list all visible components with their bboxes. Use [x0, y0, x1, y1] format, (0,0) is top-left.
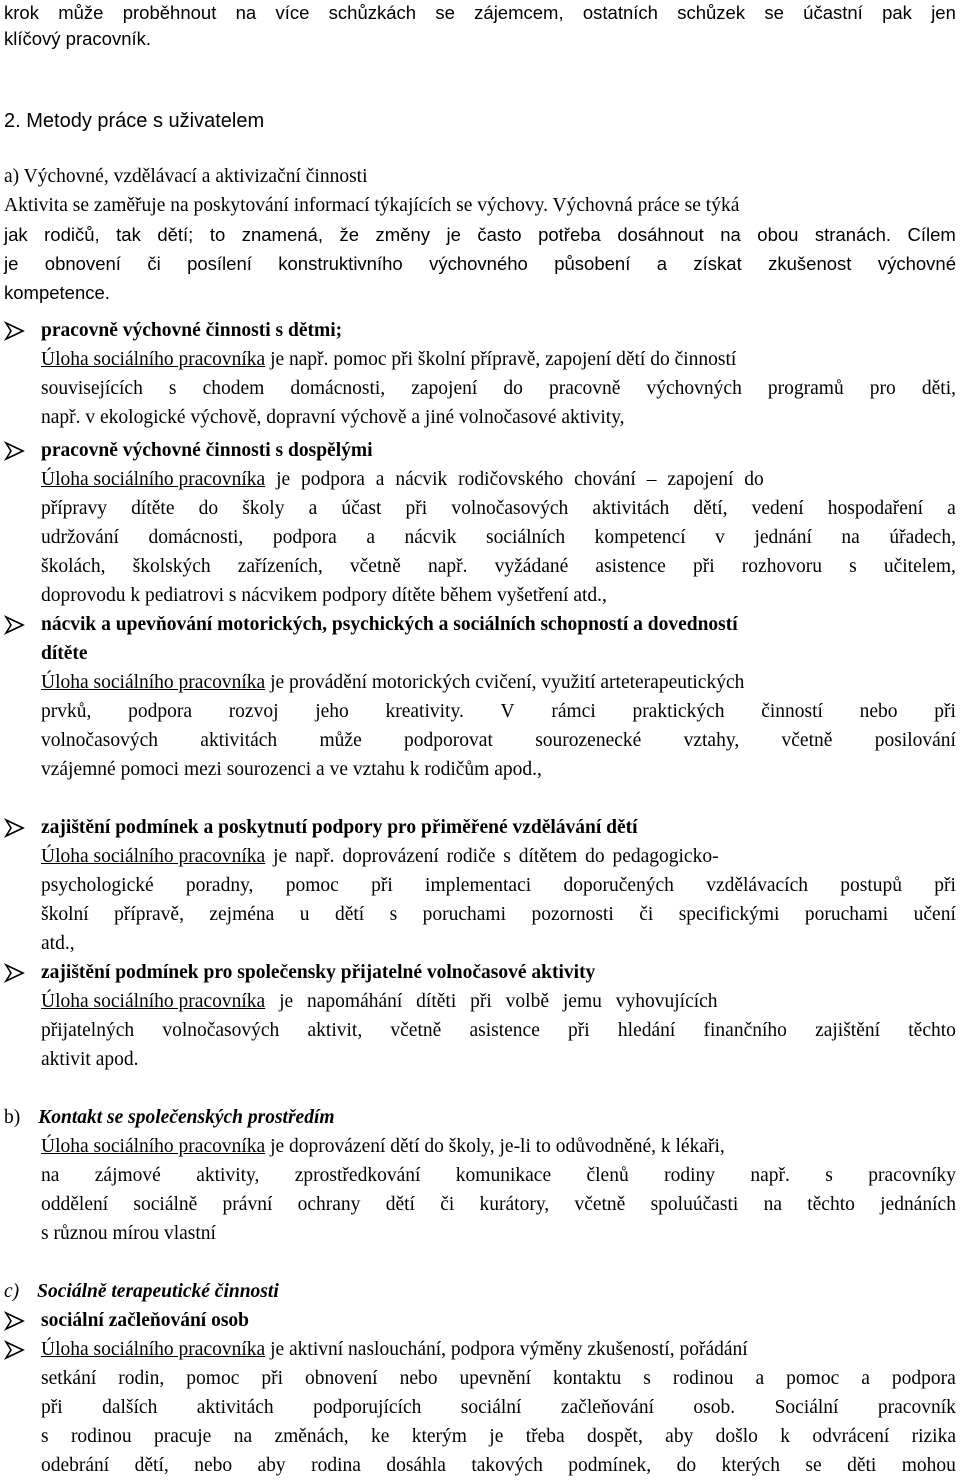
word: pro — [869, 378, 896, 399]
word: či — [639, 904, 654, 925]
word: při — [405, 498, 428, 519]
word: potřeba — [538, 224, 601, 245]
bullet-title: pracovně výchovné činnosti s dětmi; — [41, 320, 343, 341]
role-label: Úloha sociálního pracovníka — [41, 469, 266, 490]
word: děti — [847, 1455, 877, 1476]
word: těchto — [908, 1020, 956, 1041]
word: specifickými — [678, 904, 780, 925]
paragraph-line — [41, 467, 956, 493]
word: praktických — [632, 701, 725, 722]
word: podporujících — [313, 1397, 422, 1418]
word: je — [4, 253, 19, 274]
word: postupů — [840, 875, 903, 896]
word: či — [147, 253, 161, 274]
word: poruchami — [422, 904, 507, 925]
word: k — [780, 1426, 791, 1447]
word: zájmové — [94, 1165, 161, 1186]
paragraph-line — [41, 728, 956, 754]
word: rodiny — [664, 1165, 716, 1186]
word: doporučených — [563, 875, 674, 896]
word: že — [339, 224, 360, 245]
word: osob. — [693, 1397, 736, 1418]
word: pomoc — [186, 1368, 240, 1389]
word: hospodaření — [827, 498, 924, 519]
word: je — [446, 224, 461, 245]
line-text: je napomáhání dítěti při volbě jemu vyhovujících — [265, 991, 718, 1012]
word: chodem — [202, 378, 265, 399]
word: do — [503, 378, 523, 399]
word: na — [41, 1165, 60, 1186]
arrow-bullet-icon — [4, 615, 26, 635]
word: s — [168, 378, 177, 399]
word: rodinou — [70, 1426, 132, 1447]
line-text: je provádění motorických cvičení, využití arteterapeutických — [265, 672, 745, 693]
word: udržování — [41, 527, 119, 548]
word: děti, — [921, 378, 956, 399]
bullet-title: sociální začleňování osob — [41, 1310, 250, 1331]
bullet-title: dítěte — [41, 643, 88, 664]
word: členů — [586, 1165, 629, 1186]
word: rozhovoru — [741, 556, 822, 577]
word: těchto — [807, 1194, 855, 1215]
paragraph-line — [41, 1337, 956, 1363]
subsection-letter: b) — [4, 1107, 21, 1128]
word: vztahy, — [683, 730, 740, 751]
word: zařízeních, — [237, 556, 323, 577]
word: kterých — [721, 1455, 780, 1476]
word: přípravy — [41, 498, 108, 519]
word: a — [366, 527, 375, 548]
word: komunikace — [455, 1165, 552, 1186]
paragraph-line — [41, 1134, 956, 1160]
word: vzdělávacích — [706, 875, 808, 896]
subsection-letter: c) — [4, 1281, 20, 1302]
word: pracovně — [548, 378, 621, 399]
line-text: je např. doprovázení rodiče s dítětem do pedagogicko- — [265, 846, 719, 867]
word: podpora — [128, 701, 192, 722]
word: dalších — [102, 1397, 158, 1418]
word: při — [934, 701, 956, 722]
word: s — [825, 1165, 833, 1186]
word: právní — [222, 1194, 273, 1215]
word: změny — [375, 224, 430, 245]
line-text: je doprovázení dětí do školy, je-li to odůvodněné, k lékaři, — [265, 1136, 725, 1157]
role-label: Úloha sociálního pracovníka — [41, 846, 266, 867]
paragraph-line — [41, 525, 956, 551]
word: odvrácení — [812, 1426, 890, 1447]
word: setkání — [41, 1368, 97, 1389]
word: sociálních — [486, 527, 566, 548]
word: pracuje — [153, 1426, 212, 1447]
section-heading: 2. Metody práce s uživatelem — [4, 110, 265, 132]
word: prvků, — [41, 701, 92, 722]
word: jednání — [754, 527, 812, 548]
word: rodina — [311, 1455, 361, 1476]
word: se — [435, 2, 455, 23]
word: aby — [665, 1426, 694, 1447]
word: působení — [554, 253, 631, 274]
word: jak — [4, 224, 28, 245]
word: úřadech, — [889, 527, 956, 548]
word: aktivit, — [307, 1020, 363, 1041]
word: pozornosti — [531, 904, 614, 925]
word: výchovné — [877, 253, 956, 274]
role-label: Úloha sociálního pracovníka — [41, 349, 266, 370]
word: školách, — [41, 556, 106, 577]
line-text: je aktivní naslouchání, podpora výměny zkušeností, pořádání — [265, 1339, 748, 1360]
word: přípravě, — [114, 904, 184, 925]
paragraph-line — [41, 1395, 956, 1421]
word: a — [947, 498, 956, 519]
word: se — [805, 1455, 822, 1476]
word: na — [841, 527, 860, 548]
word: např. — [427, 556, 468, 577]
word: s — [389, 904, 398, 925]
paragraph-line — [41, 1163, 956, 1189]
word: kurátory, — [479, 1194, 550, 1215]
word: účast — [341, 498, 382, 519]
word: vyžádané — [494, 556, 569, 577]
word: kterým — [411, 1426, 467, 1447]
word: ochrany — [297, 1194, 361, 1215]
paragraph-line — [41, 1192, 956, 1218]
word: takových — [471, 1455, 543, 1476]
word: proběhnout — [122, 2, 217, 23]
word: schůzek — [677, 2, 746, 23]
role-label: Úloha sociálního pracovníka — [41, 991, 266, 1012]
paragraph-line — [41, 1453, 956, 1479]
word: V — [500, 701, 515, 722]
word: pomoc — [786, 1368, 840, 1389]
word: může — [58, 2, 104, 23]
word: obou — [757, 224, 799, 245]
paragraph-line: kompetence. — [4, 282, 110, 303]
subsection-heading: a) Výchovné, vzdělávací a aktivizační činnosti — [4, 166, 368, 187]
role-label: Úloha sociálního pracovníka — [41, 672, 266, 693]
word: tak — [116, 224, 141, 245]
word: asistence — [469, 1020, 540, 1041]
word: zajištění — [815, 1020, 881, 1041]
word: posílení — [187, 253, 252, 274]
word: včetně — [574, 1194, 626, 1215]
word: znamená, — [241, 224, 323, 245]
arrow-bullet-icon — [4, 441, 26, 461]
word: domácnosti, — [148, 527, 244, 548]
word: sociálně — [133, 1194, 198, 1215]
word: stranách. — [814, 224, 892, 245]
word: hledání — [617, 1020, 676, 1041]
word: a — [656, 253, 668, 274]
word: pomoc — [285, 875, 339, 896]
bullet-title: nácvik a upevňování motorických, psychických a sociálních schopností a dovedností — [41, 614, 738, 635]
word: aktivity, — [196, 1165, 260, 1186]
word: učení — [913, 904, 956, 925]
paragraph-line — [41, 1366, 956, 1392]
word: nebo — [859, 701, 898, 722]
word: dosáhnout — [617, 224, 704, 245]
word: podpora — [272, 527, 337, 548]
word: zejména — [209, 904, 275, 925]
word: se — [764, 2, 784, 23]
word: posilování — [874, 730, 956, 751]
word: výchovných — [646, 378, 742, 399]
paragraph-line — [41, 376, 956, 402]
word: ostatních — [582, 2, 658, 23]
word: včetně — [781, 730, 833, 751]
word: Cílem — [907, 224, 956, 245]
word: schůzkách — [328, 2, 417, 23]
bullet-title: zajištění podmínek pro společensky přijatelné volnočasové aktivity — [41, 962, 596, 983]
line-text: je např. pomoc při školní přípravě, zapojení dětí do činností — [265, 349, 737, 370]
paragraph-line: atd., — [41, 933, 75, 954]
word: volnočasových — [41, 730, 158, 751]
word: aktivitách — [592, 498, 670, 519]
word: při — [692, 556, 715, 577]
word: dětí; — [157, 224, 194, 245]
word: na — [763, 1194, 782, 1215]
word: včetně — [349, 556, 401, 577]
paragraph-line — [41, 873, 956, 899]
word: volnočasových — [451, 498, 569, 519]
word: a — [755, 1368, 765, 1389]
word: zprostředkování — [294, 1165, 421, 1186]
arrow-bullet-icon — [4, 818, 26, 838]
bullet-title: zajištění podmínek a poskytnutí podpory pro přiměřené vzdělávání dětí — [41, 817, 638, 838]
word: jen — [931, 2, 956, 23]
role-label: Úloha sociálního pracovníka — [41, 1339, 266, 1360]
word: vedení — [751, 498, 804, 519]
word: více — [275, 2, 310, 23]
word: změnách, — [274, 1426, 349, 1447]
word: dospět, — [587, 1426, 643, 1447]
word: do — [198, 498, 219, 519]
word: pak — [882, 2, 912, 23]
word: včetně — [390, 1020, 442, 1041]
word: činností — [761, 701, 823, 722]
word: aby — [257, 1455, 286, 1476]
paragraph-line — [4, 222, 956, 248]
word: obnovení — [305, 1368, 378, 1389]
word: třeba — [525, 1426, 565, 1447]
word: mohou — [901, 1455, 956, 1476]
word: rizika — [911, 1426, 956, 1447]
word: např. — [750, 1165, 790, 1186]
arrow-bullet-icon — [4, 963, 26, 983]
word: dětí — [334, 904, 365, 925]
word: sourozenecké — [535, 730, 642, 751]
word: při — [568, 1020, 590, 1041]
word: obnovení — [44, 253, 121, 274]
paragraph-line — [41, 989, 956, 1015]
paragraph-line — [4, 251, 956, 277]
word: jednáních — [880, 1194, 956, 1215]
word: nebo — [399, 1368, 438, 1389]
paragraph-line — [41, 496, 956, 522]
word: získat — [693, 253, 742, 274]
word: domácnosti, — [290, 378, 386, 399]
paragraph-line: doprovodu k pediatrovi s nácvikem podpory dítěte během vyšetření atd., — [41, 585, 607, 606]
paragraph-line: např. v ekologické výchově, dopravní výchově a jiné volnočasové aktivity, — [41, 407, 625, 428]
paragraph-line: s různou mírou vlastní — [41, 1223, 216, 1244]
paragraph-line — [41, 670, 956, 696]
line-text: je podpora a nácvik rodičovského chování – zapojení do — [265, 469, 764, 490]
word: do — [676, 1455, 697, 1476]
word: spoluúčasti — [650, 1194, 739, 1215]
word: implementaci — [425, 875, 532, 896]
word: nácvik — [404, 527, 457, 548]
arrow-bullet-icon — [4, 1311, 26, 1331]
word: rozvoj — [228, 701, 279, 722]
word: přijatelných — [41, 1020, 135, 1041]
word: sociální — [460, 1397, 522, 1418]
word: to — [209, 224, 226, 245]
paragraph-line: klíčový pracovník. — [4, 28, 152, 49]
word: je — [489, 1426, 504, 1447]
word: kontaktu — [553, 1368, 622, 1389]
word: poruchami — [804, 904, 889, 925]
word: programů — [767, 378, 844, 399]
word: kompetencí — [594, 527, 686, 548]
word: krok — [4, 2, 39, 23]
word: upevnění — [459, 1368, 531, 1389]
word: rodinou — [672, 1368, 734, 1389]
paragraph-line — [41, 554, 956, 580]
word: finančního — [703, 1020, 787, 1041]
word: odebrání — [41, 1455, 110, 1476]
word: učitelem, — [883, 556, 956, 577]
word: psychologické — [41, 875, 154, 896]
word: začleňování — [560, 1397, 654, 1418]
paragraph-line: vzájemné pomoci mezi sourozenci a ve vztahu k rodičům apod., — [41, 759, 542, 780]
paragraph-line — [41, 1018, 956, 1044]
word: podpora — [891, 1368, 956, 1389]
subsection-heading — [4, 1279, 956, 1305]
word: účastní — [803, 2, 863, 23]
word: u — [299, 904, 310, 925]
word: na — [235, 2, 257, 23]
word: či — [440, 1194, 455, 1215]
paragraph-line — [41, 902, 956, 928]
word: při — [934, 875, 956, 896]
word: dětí, — [693, 498, 728, 519]
word: souvisejících — [41, 378, 143, 399]
word: na — [720, 224, 741, 245]
word: dětí, — [134, 1455, 169, 1476]
arrow-bullet-icon — [4, 321, 26, 341]
paragraph-line — [41, 844, 956, 870]
word: s — [41, 1426, 49, 1447]
word: zkušenost — [768, 253, 852, 274]
word: podmínek, — [568, 1455, 652, 1476]
paragraph-line: Aktivita se zaměřuje na poskytování informací týkajících se výchovy. Výchovná práce se týká — [4, 195, 740, 216]
word: výchovného — [429, 253, 528, 274]
word: na — [233, 1426, 253, 1447]
word: jeho — [315, 701, 349, 722]
word: kreativity. — [385, 701, 464, 722]
word: poradny, — [185, 875, 254, 896]
word: zájemcem, — [474, 2, 564, 23]
word: volnočasových — [162, 1020, 280, 1041]
word: dosáhla — [386, 1455, 446, 1476]
arrow-bullet-icon — [4, 1340, 26, 1360]
word: nebo — [194, 1455, 233, 1476]
word: může — [319, 730, 362, 751]
paragraph-line — [41, 347, 956, 373]
word: školských — [132, 556, 211, 577]
word: konstruktivního — [278, 253, 403, 274]
word: dítěte — [131, 498, 175, 519]
word: asistence — [595, 556, 666, 577]
role-label: Úloha sociálního pracovníka — [41, 1136, 266, 1157]
word: při — [371, 875, 393, 896]
word: školní — [41, 904, 89, 925]
word: pracovníky — [868, 1165, 956, 1186]
word: s — [849, 556, 857, 577]
word: oddělení — [41, 1194, 109, 1215]
paragraph-line: aktivit apod. — [41, 1049, 139, 1070]
paragraph-line — [4, 0, 956, 26]
word: při — [41, 1397, 63, 1418]
word: a — [308, 498, 318, 519]
word: ke — [370, 1426, 390, 1447]
word: při — [261, 1368, 284, 1389]
word: v — [715, 527, 725, 548]
word: Sociální — [774, 1397, 839, 1418]
word: došlo — [715, 1426, 758, 1447]
paragraph-line — [41, 699, 956, 725]
word: často — [477, 224, 522, 245]
word: aktivitách — [200, 730, 278, 751]
word: rodičů, — [44, 224, 100, 245]
subsection-heading — [4, 1105, 956, 1131]
word: rodin, — [118, 1368, 165, 1389]
word: s — [643, 1368, 651, 1389]
word: rámci — [551, 701, 596, 722]
word: aktivitách — [196, 1397, 274, 1418]
word: a — [861, 1368, 870, 1389]
word: dětí — [385, 1194, 415, 1215]
word: podporovat — [404, 730, 493, 751]
word: školy — [242, 498, 285, 519]
bullet-title: pracovně výchovné činnosti s dospělými — [41, 440, 373, 461]
subsection-title: Sociálně terapeutické činnosti — [37, 1281, 279, 1302]
word: zapojení — [411, 378, 478, 399]
paragraph-line — [41, 1424, 956, 1450]
word: pracovník — [877, 1397, 956, 1418]
subsection-title: Kontakt se společenských prostředím — [38, 1107, 335, 1128]
